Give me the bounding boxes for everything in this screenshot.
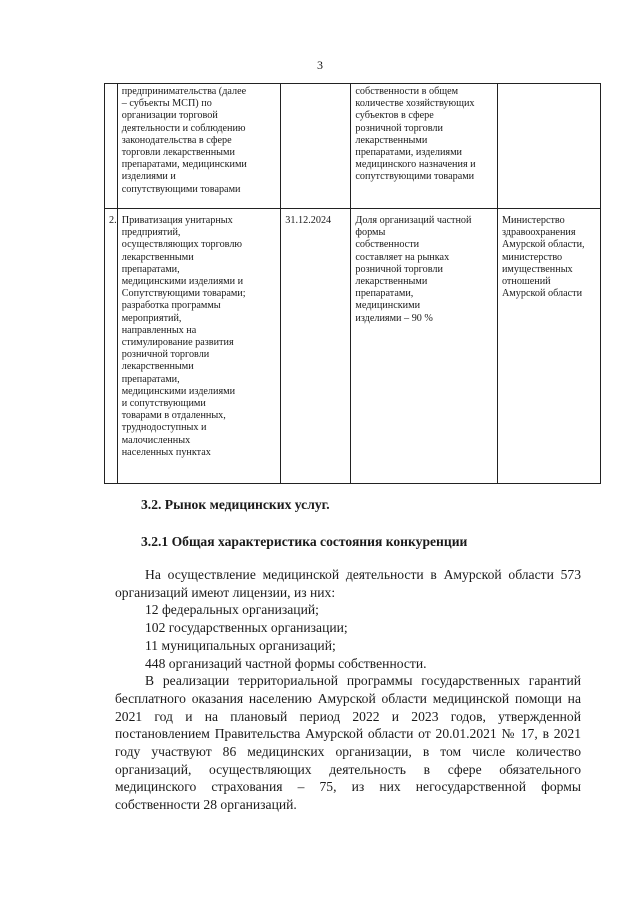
table-row-2 xyxy=(105,209,601,484)
list-item: 448 организаций частной формы собственности. xyxy=(145,655,427,671)
list-item: 12 федеральных организаций; xyxy=(145,602,319,618)
measures-table xyxy=(104,83,601,484)
intro-paragraph: На осуществление медицинской деятельности в Амурской области 573 организаций имеют лицензии, из них: xyxy=(115,567,581,600)
section-title: 3.2. Рынок медицинских услуг. xyxy=(141,497,330,512)
cell-date: 31.12.2024 xyxy=(281,209,351,484)
cell-event: Приватизация унитарных предприятий, осуществляющих торговлю лекарственными препаратами, медицинскими изделиями и Сопутствующими товарами; разработка программы мероприятий, направленных на стимулирование развития розничной торговли лекарственными препаратами, медицинскими изделиями и сопутствующими товарами в отдаленных, труднодоступных и малочисленных населенных пунктах xyxy=(117,209,281,484)
table-row-continuation xyxy=(105,84,601,209)
cell-num: 2. xyxy=(105,209,118,484)
cell-indicator: собственности в общем количестве хозяйствующих субъектов в сфере розничной торговли лекарственными препаратами, изделиями медицинского назначения и сопутствующими товарами xyxy=(351,84,498,209)
cell-num xyxy=(105,84,118,209)
cell-responsible xyxy=(497,84,600,209)
list-item: 11 муниципальных организаций; xyxy=(145,637,336,653)
body-text xyxy=(115,566,581,814)
cell-responsible: Министерство здравоохранения Амурской области, министерство имущественных отношений Амурской области xyxy=(497,209,600,484)
subsection-title: 3.2.1 Общая характеристика состояния конкуренции xyxy=(141,534,468,549)
cell-event: предпринимательства (далее – субъекты МСП) по организации торговой деятельности и соблюдению законодательства в сфере торговли лекарственными препаратами, медицинскими изделиями и сопутствующими товарами xyxy=(117,84,281,209)
list-item: 102 государственных организации; xyxy=(145,620,348,636)
page-number: 3 xyxy=(317,58,323,72)
body-paragraph: В реализации территориальной программы государственных гарантий бесплатного оказания населению Амурской области медицинской помощи на 2021 год и на плановый период 2022 и 2023 годов, утвержденной постановлением Правительства Амурской области от 20.01.2021 № 17, в 2021 году участвуют 86 медицинских организации, в том числе количество организаций, осуществляющих деятельность в сфере обязательного медицинского страхования – 75, из них негосударственной формы собственности 28 организаций. xyxy=(115,673,581,813)
cell-indicator: Доля организаций частной формы собственности составляет на рынках розничной торговли лекарственными препаратами, медицинскими изделиями – 90 % xyxy=(351,209,498,484)
cell-date xyxy=(281,84,351,209)
